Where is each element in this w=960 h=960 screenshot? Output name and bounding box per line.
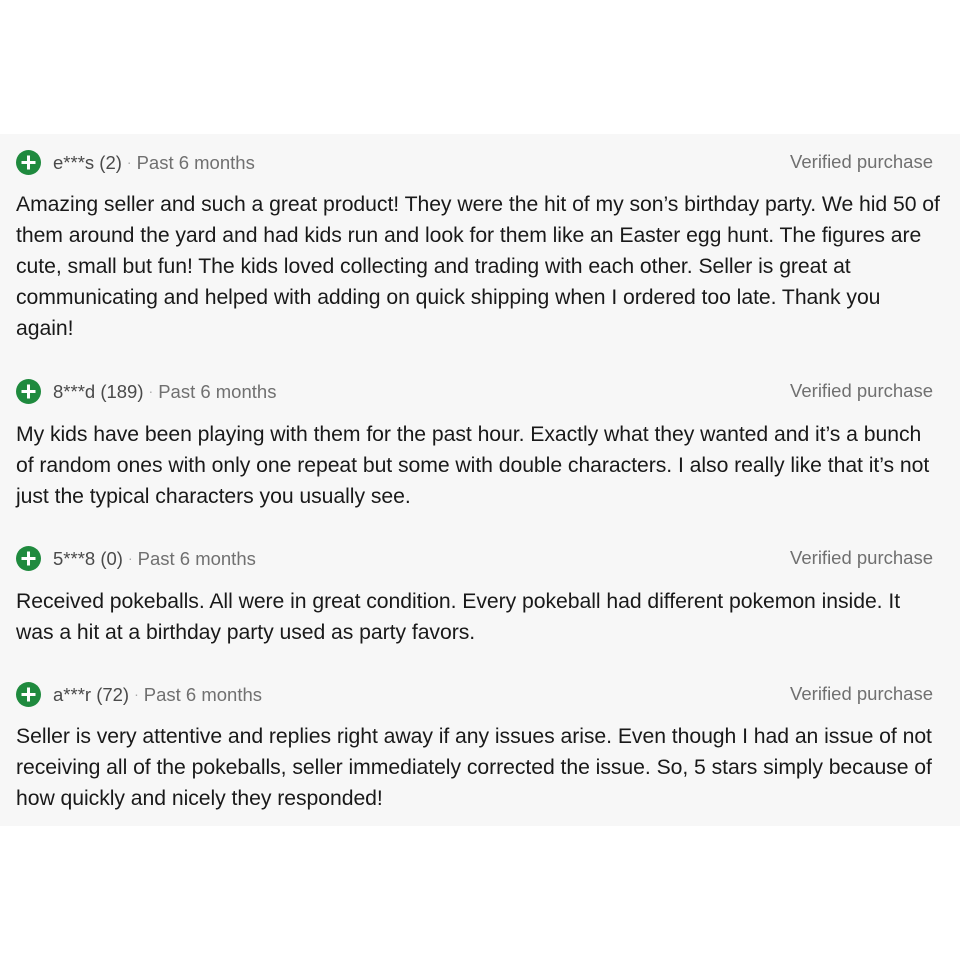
plus-circle-icon [16,379,41,404]
reviewer-name[interactable]: a***r (72) [53,684,130,705]
verified-purchase-label: Verified purchase [790,547,933,568]
reviewer-name[interactable]: 8***d (189) [53,381,144,402]
review-time: Past 6 months [136,152,255,173]
plus-circle-icon [16,682,41,707]
review-item [0,544,960,648]
review-text: Seller is very attentive and replies right away if any issues arise. Even though I had an issue of not receiving all of the pokeballs, seller immediately corrected the issue. So, 5 stars simply because of how quickly and nicely they responded! [16,725,932,810]
review-header [0,148,960,178]
review-text: My kids have been playing with them for the past hour. Exactly what they wanted and it’s a bunch of random ones with only one repeat but some with double characters. I also really like that it’s not just the typical characters you usually see. [16,423,930,508]
verified-purchase-label: Verified purchase [790,151,933,172]
review-text: Amazing seller and such a great product! They were the hit of my son’s birthday party. We hid 50 of them around the yard and had kids run and look for them like an Easter egg hunt. The figures are cute, small but fun! The kids loved collecting and trading with each other. Seller is great at communicating and helped with adding on quick shipping when I ordered too late. Thank you again! [16,193,940,340]
meta-separator: · [127,550,133,566]
review-meta [53,684,262,707]
reviewer-name[interactable]: 5***8 (0) [53,548,123,569]
review-item [0,680,960,814]
review-meta [53,381,276,404]
verified-purchase-label: Verified purchase [790,683,933,704]
review-item [0,148,960,344]
review-header [0,544,960,574]
review-time: Past 6 months [137,548,256,569]
plus-circle-icon [16,546,41,571]
review-header [0,680,960,710]
verified-purchase-label: Verified purchase [790,380,933,401]
reviews-panel [0,134,960,826]
meta-separator: · [126,154,132,170]
review-item [0,377,960,512]
review-time: Past 6 months [143,684,263,705]
review-meta [53,152,255,175]
plus-circle-icon [16,150,41,175]
review-time: Past 6 months [158,381,277,402]
review-meta [53,548,256,571]
review-text: Received pokeballs. All were in great condition. Every pokeball had different pokemon inside. It was a hit at a birthday party used as party favors. [16,590,901,644]
meta-separator: · [134,686,139,702]
reviewer-name[interactable]: e***s (2) [53,152,122,173]
review-header [0,377,960,407]
meta-separator: · [148,383,154,399]
